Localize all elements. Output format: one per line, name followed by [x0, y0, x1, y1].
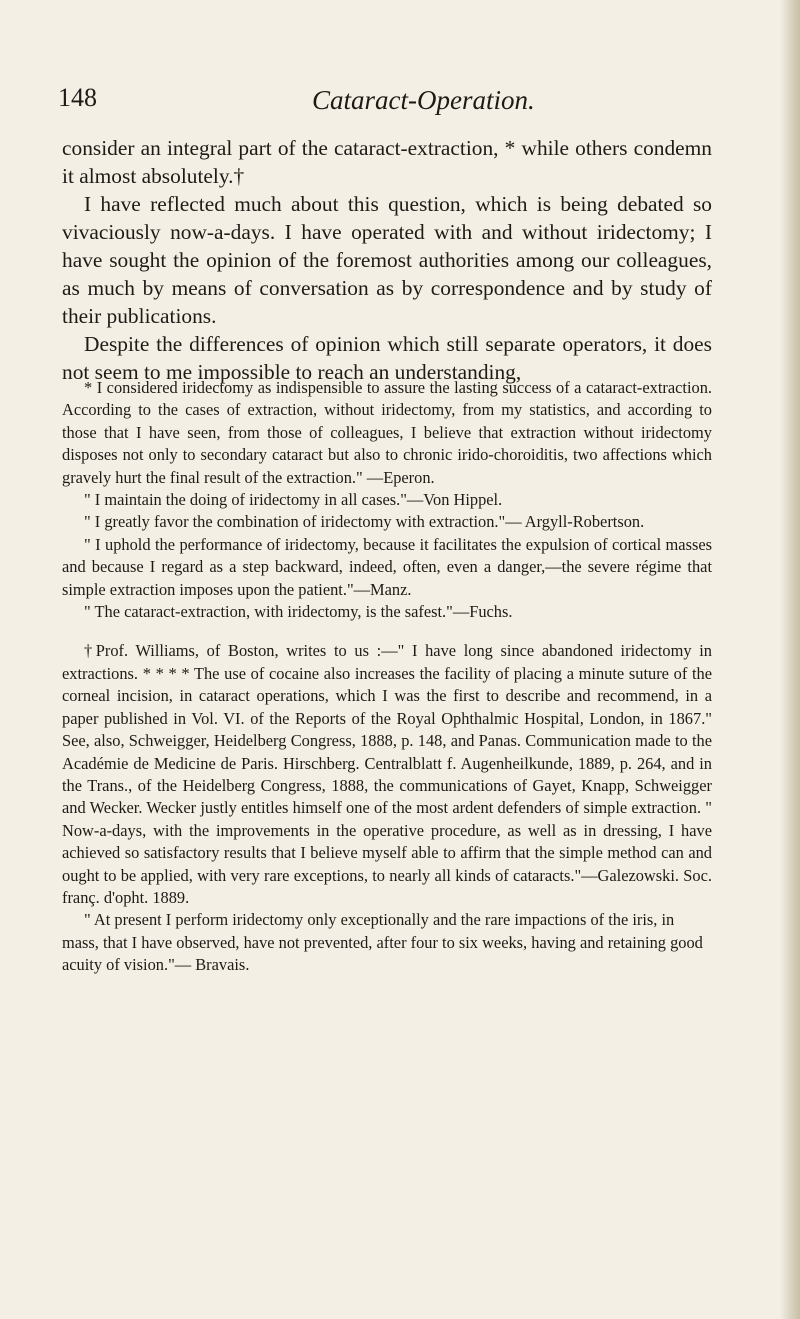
main-text [62, 134, 712, 386]
body-paragraph: consider an integral part of the cataract-extraction, * while others condemn it almost absolutely.† [62, 136, 712, 188]
running-header [58, 83, 708, 117]
footnote-eperon: * I considered iridectomy as indispensible to assure the lasting success of a cataract-extraction. According to the cases of extraction, without iridectomy, from my statistics, and according to those that I have seen, from those of colleagues, I believe that extraction without iridectomy disposes not only to secondary cataract but also to chronic irido-choroiditis, two affections which gravely hurt the final result of the extraction." —Eperon. [62, 378, 712, 487]
page-number: 148 [58, 83, 97, 112]
footnote-williams: †Prof. Williams, of Boston, writes to us :—" I have long since abandoned iridectomy in extractions. * * * * The use of cocaine also increases the facility of placing a minute suture of the corneal incision, in cataract operations, which I was the first to describe and recommend, in a paper published in Vol. VI. of the Reports of the Royal Ophthalmic Hospital, London, in 1867." See, also, Schweigger, Heidelberg Congress, 1888, p. 148, and Panas. Communication made to the Académie de Medicine de Paris. Hirschberg. Centralblatt f. Augenheilkunde, 1889, p. 264, and in the Trans., of the Heidelberg Congress, 1888, the communications of Gayet, Knapp, Schweigger and Wecker. Wecker justly entitles himself one of the most ardent defenders of simple extraction. " Now-a-days, with the improvements in the operative procedure, as well as in dressing, I have achieved so satisfactory results that I believe myself able to affirm that the simple method can and ought to be applied, with very rare exceptions, to nearly all kinds of cataracts."—Galezowski. Soc. franç. d'opht. 1889. [62, 641, 712, 907]
body-paragraph: I have reflected much about this question, which is being debated so vivaciously now-a-days. I have operated with and without iridectomy; I have sought the opinion of the foremost authorities among our colleagues, as much by means of conversation as by correspondence and by study of their publications. [62, 192, 712, 328]
footnotes [62, 377, 712, 977]
page-edge-shadow [780, 0, 800, 1319]
footnote-fuchs: " The cataract-extraction, with iridectomy, is the safest."—Fuchs. [84, 602, 513, 622]
footnote-manz: " I uphold the performance of iridectomy, because it facilitates the expulsion of cortical masses and because I regard as a step backward, indeed, often, even a danger,—the severe régime that simple extraction imposes upon the patient."—Manz. [62, 534, 712, 599]
running-title: Cataract-Operation. [312, 85, 535, 115]
footnote-argyll-robertson: " I greatly favor the combination of iridectomy with extraction."— Argyll-Robertson. [84, 512, 645, 532]
footnote-bravais: " At present I perform iridectomy only exceptionally and the rare impactions of the iris, in mass, that I have observed, have not prevented, after four to six weeks, having and retaining good acuity of vision."— Bravais. [62, 910, 703, 975]
body-paragraph: Despite the differences of opinion which still separate operators, it does not seem to me impossible to reach an understanding, [62, 332, 712, 384]
footnote-von-hippel: " I maintain the doing of iridectomy in all cases."—Von Hippel. [84, 490, 503, 510]
